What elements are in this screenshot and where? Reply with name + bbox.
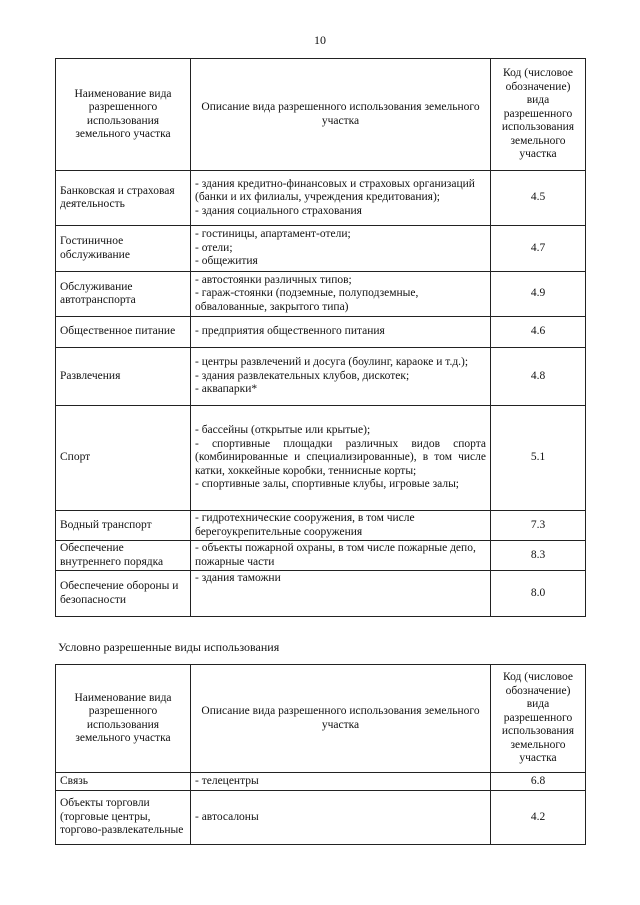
row-description <box>191 226 491 272</box>
row-name: Обеспечение внутреннего порядка <box>56 541 191 571</box>
row-description <box>191 571 491 617</box>
row-name: Связь <box>56 773 191 791</box>
row-name: Объекты торговли (торговые центры, торгово-развлекательные <box>56 791 191 845</box>
row-name: Водный транспорт <box>56 511 191 541</box>
row-code: 4.5 <box>491 171 586 226</box>
row-code: 4.2 <box>491 791 586 845</box>
header-description: Описание вида разрешенного использования земельного участка <box>191 665 491 773</box>
description-line: - гараж-стоянки (подземные, полуподземные, обвалованные, закрытого типа) <box>195 287 419 313</box>
table-row <box>56 541 586 571</box>
row-description <box>191 791 491 845</box>
row-code: 5.1 <box>491 406 586 511</box>
row-description <box>191 272 491 317</box>
table-row <box>56 171 586 226</box>
row-code: 7.3 <box>491 511 586 541</box>
row-code: 4.8 <box>491 348 586 406</box>
table-row <box>56 317 586 348</box>
table-row <box>56 406 586 511</box>
row-code: 4.6 <box>491 317 586 348</box>
permitted-use-table <box>55 58 586 617</box>
row-name: Спорт <box>56 406 191 511</box>
table-row <box>56 791 586 845</box>
conditional-use-table <box>55 664 586 845</box>
row-code: 4.9 <box>491 272 586 317</box>
description-line: - общежития <box>195 255 258 268</box>
row-description <box>191 348 491 406</box>
table-row <box>56 773 586 791</box>
header-code: Код (числовое обозначение) вида разрешенного использования земельного участка <box>491 59 586 171</box>
row-name: Гостиничное обслуживание <box>56 226 191 272</box>
row-name: Развлечения <box>56 348 191 406</box>
table-row <box>56 226 586 272</box>
description-line: - бассейны (открытые или крытые); <box>195 424 371 437</box>
header-code: Код (числовое обозначение) вида разрешенного использования земельного участка <box>491 665 586 773</box>
description-line: - здания социального страхования <box>195 204 362 217</box>
description-line: - предприятия общественного питания <box>195 325 385 338</box>
header-name: Наименование вида разрешенного использования земельного участка <box>56 665 191 773</box>
table-row <box>56 511 586 541</box>
description-line: - телецентры <box>195 774 259 787</box>
table-header-row <box>56 59 586 171</box>
section-title: Условно разрешенные виды использования <box>58 640 280 654</box>
description-line: - гостиницы, апартамент-отели; <box>195 228 351 241</box>
description-line: - здания кредитно-финансовых и страховых организаций (банки и их филиалы, учреждения кредитования); <box>195 177 475 204</box>
description-line: - здания развлекательных клубов, дискотек; <box>195 369 410 382</box>
table-row <box>56 348 586 406</box>
row-description <box>191 541 491 571</box>
description-line: - объекты пожарной охраны, в том числе пожарные депо, пожарные части <box>195 542 476 568</box>
row-description <box>191 773 491 791</box>
row-description <box>191 406 491 511</box>
page-number: 10 <box>314 33 326 47</box>
row-code: 8.0 <box>491 571 586 617</box>
row-code: 4.7 <box>491 226 586 272</box>
header-name: Наименование вида разрешенного использования земельного участка <box>56 59 191 171</box>
row-name: Обслуживание автотранспорта <box>56 272 191 317</box>
description-line: - гидротехнические сооружения, в том числе берегоукрепительные сооружения <box>195 512 415 538</box>
description-line: - автосалоны <box>195 810 259 823</box>
row-code: 6.8 <box>491 773 586 791</box>
row-description <box>191 171 491 226</box>
row-name: Обеспечение обороны и безопасности <box>56 571 191 617</box>
header-description: Описание вида разрешенного использования земельного участка <box>191 59 491 171</box>
row-name: Общественное питание <box>56 317 191 348</box>
description-line: - центры развлечений и досуга (боулинг, караоке и т.д.); <box>195 356 469 369</box>
description-line: - аквапарки* <box>195 383 258 396</box>
description-line: - спортивные площадки различных видов спорта (комбинированные и специализированные), в том числе катки, хоккейные коробки, теннисные корты; <box>195 437 486 477</box>
description-line: - автостоянки различных типов; <box>195 273 352 286</box>
description-line: - спортивные залы, спортивные клубы, игровые залы; <box>195 478 459 491</box>
row-description <box>191 511 491 541</box>
row-code: 8.3 <box>491 541 586 571</box>
row-name: Банковская и страховая деятельность <box>56 171 191 226</box>
table-row <box>56 272 586 317</box>
table-header-row <box>56 665 586 773</box>
description-line: - здания таможни <box>195 572 281 584</box>
row-description <box>191 317 491 348</box>
description-line: - отели; <box>195 241 233 254</box>
table-row <box>56 571 586 617</box>
